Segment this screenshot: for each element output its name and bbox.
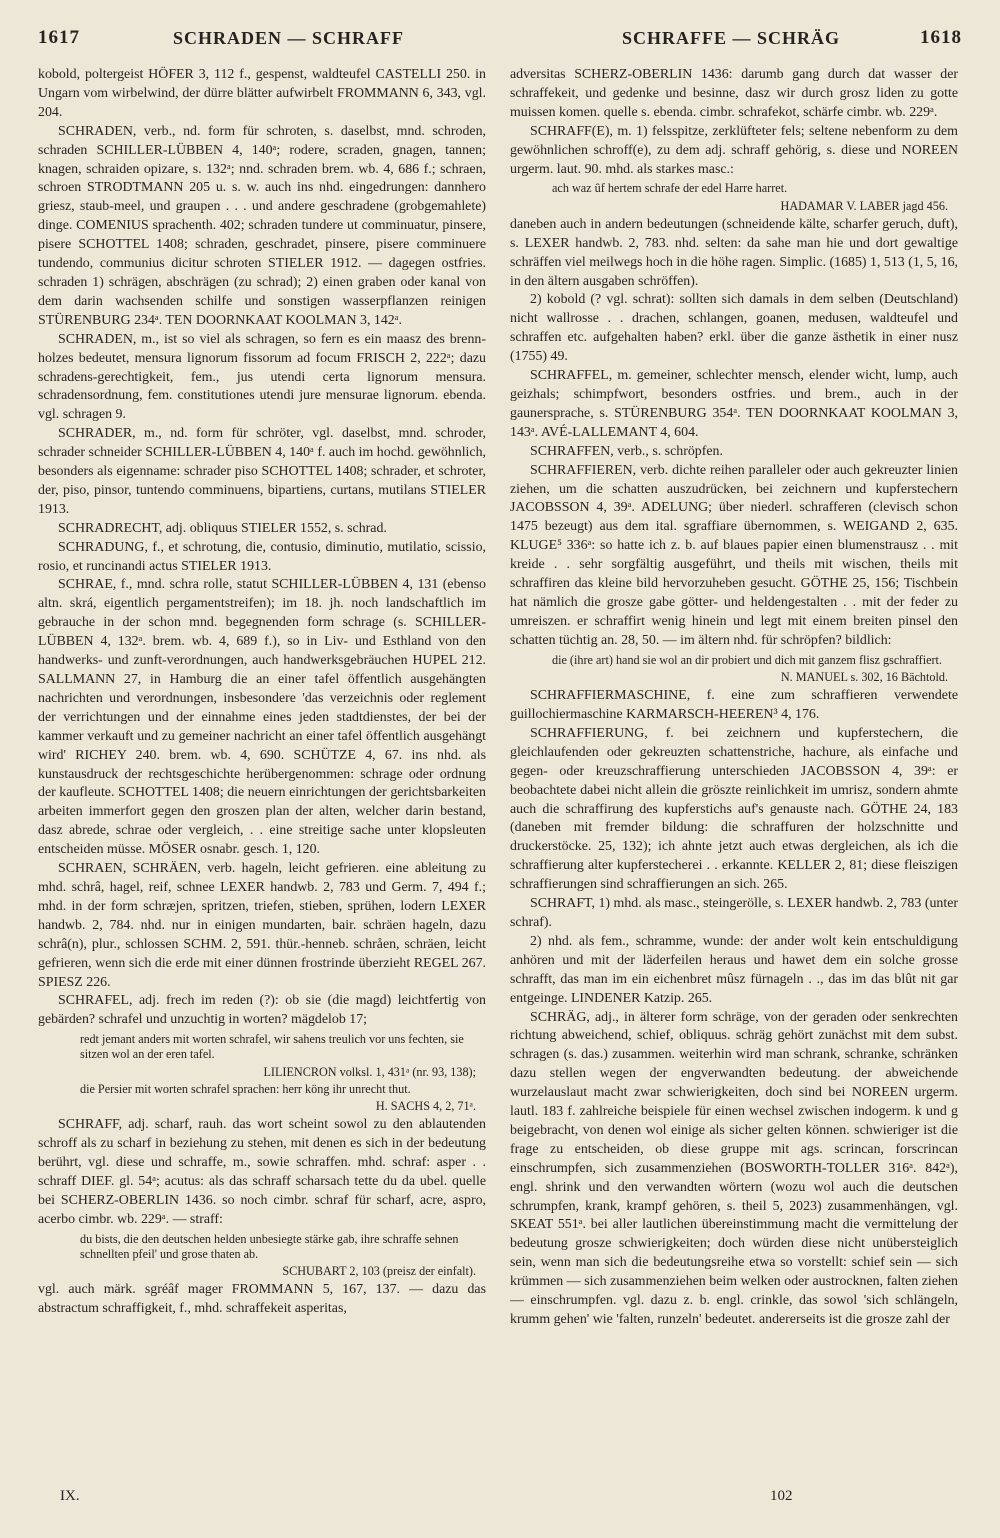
quote-source: SCHUBART 2, 103 (preisz der einfalt).: [282, 1264, 476, 1279]
entry-continuation: vgl. auch märk. sgréâf mager FROMMANN 5, 167, 137. — dazu das abstractum schraffigkeit, f., mhd. schraffekeit asperitas,: [38, 1282, 486, 1317]
right-page-number: 1618: [920, 27, 962, 48]
dictionary-entry: SCHRAFFIERUNG, f. bei zeichnern und kupferstechern, die gleichlaufenden oder gekreuzten schattenstriche, hachure, als einfache und gegen- oder kreuzschraffierung unterschieden JACOBSSON 4, 39ᵃ: er beobachtete dabei nicht allein die gröszte reinlichkeit im umrisz, sondern ahmte auch die schraffirung des kupferstichs auf's genauste nach. GÖTHE 24, 183 (daneben mit fremder bildung: die schraffuren der holzschnitte und druckerstöcke. 25, 132); ich ahnte jetzt auch etwas dergleichen, als ich die schraffierung alter kupferstecherei . . erkannte. KELLER 2, 81; diese fleiszigen schraffierungen sind schraffierungen an sich. 265.: [510, 725, 958, 893]
dictionary-entry: SCHRAFFEL, m. gemeiner, schlechter mensch, elender wicht, lump, auch geizhals; schimpfwort, besonders ostfries. und brem., auch in der gaunersprache, s. STÜRENBURG 354ᵃ. TEN DOORNKAAT KOOLMAN 3, 143ᵃ. AVÉ-LALLEMANT 4, 604.: [510, 368, 958, 440]
entry-continuation: kobold, poltergeist HÖFER 3, 112 f., gespenst, waldteufel CASTELLI 250. in Ungarn vom wirbelwind, der dürre blätter aufwirbelt FROMMANN 6, 343, vgl. 204.: [38, 67, 486, 120]
left-page-number: 1617: [38, 27, 80, 48]
dictionary-entry: SCHRADEN, m., ist so viel als schragen, so fern es ein maasz des brenn-holzes bedeutet, mensura lignorum fissorum ad focum FRISCH 2, 222ᵃ; dazu schradens-gerechtigkeit, fem., jus utendi certa lignorum mensura. schradensordnung, fem. constitutiones utendi jure mensurae lignorum. ebenda. vgl. schragen 9.: [38, 331, 486, 423]
verse-quote: ach waz ûf hertem schrafe der edel Harre harret.: [552, 181, 788, 196]
right-running-title: SCHRAFFE — SCHRÄG: [622, 28, 841, 48]
dictionary-entry: SCHRAFFEN, verb., s. schröpfen.: [530, 443, 723, 459]
volume-signature: IX.: [60, 1488, 80, 1504]
verse-quote: du bists, die den deutschen helden unbesiegte stärke gab, ihre schraffe sehnen schnellten pfeil' und grose thaten ab.: [80, 1231, 459, 1261]
dictionary-entry: SCHRADEN, verb., nd. form für schroten, s. daselbst, mnd. schroden, schraden SCHILLER-LÜBBEN 4, 140ᵃ; rodere, scraden, gnagen, tannen; knagen, schraiden opizare, s. 132ᵃ; nnd. schraden brem. wb. 4, 686 f.; schraen, schroen STRODTMANN 205 u. s. w. auch ins nhd. eingedrungen: dannhero griesz, staub-meel, und graupen . . . und andere geschradene (grobgemahlete) dinge. COMENIUS sprachenth. 402; schraden tundere ut comminuatur, pinsere, pisere SCHOTTEL 1408; schraden, geschradet, pinsere, pisere comminuere tundendo, communius dicitur schroten STIELER 1912. — dagegen ostfries. schraden 1) schrägen, abschrägen (zu schrad); 2) einen graben oder kanal von dem darin wachsenden schilfe und sonstigen wasserpflanzen reinigen STÜRENBURG 234ᵃ. TEN DOORNKAAT KOOLMAN 3, 142ᵃ.: [38, 123, 486, 328]
dictionary-entry: 2) nhd. als fem., schramme, wunde: der ander wolt kein entschuldigung anhören und mit der läderfeilen heraus und hawet dem ein solche grosse schrafft, das man im ein eichenbret mûsz fürnageln . ., das im das blût nit gar entgeinge. LINDENER Katzip. 265.: [510, 933, 958, 1006]
dictionary-entry: SCHRADUNG, f., et schrotung, die, contusio, diminutio, mutilatio, scissio, rosio, et runcinandi actus STIELER 1913.: [38, 539, 486, 574]
quote-source: HADAMAR V. LABER jagd 456.: [780, 198, 948, 213]
dictionary-entry: SCHRADRECHT, adj. obliquus STIELER 1552, s. schrad.: [58, 520, 387, 536]
dictionary-entry: SCHRAFF(E), m. 1) felsspitze, zerklüfteter fels; seltene nebenform zu dem gewöhnlichen schroff(e), zu dem adj. schraff gehörig, s. diese und NOREEN urgerm. laut. 90. mhd. als starkes masc.:: [510, 123, 958, 177]
right-column: [510, 66, 958, 1446]
dictionary-entry: SCHRAFEL, adj. frech im reden (?): ob sie (die magd) leichtfertig von gebärden? schrafel und unzuchtig in worten? mägdelob 17;: [38, 993, 486, 1028]
quote-source: H. SACHS 4, 2, 71ᵃ.: [375, 1099, 476, 1114]
dictionary-entry: SCHRAFFIEREN, verb. dichte reihen paralleler oder auch gekreuzter linien ziehen, um die schatten auszudrücken, bei zeichnern und kupferstechern JACOBSSON 4, 39ᵃ. ADELUNG; über niederl. schrafferen (clevisch schon 1475 bezeugt) aus dem ital. sgraffiare übernommen, s. WEIGAND 2, 635. KLUGE⁵ 336ᵃ: so hatte ich z. b. auf blaues papier einen blumenstrausz . . mit kreide . . sehr sorgfältig ausgeführt, und theils mit wischen, theils mit schraffiren das kleine bild hervorzuheben gesucht. GÖTHE 25, 156; Tischbein hat nämlich die grosze gabe götter- und heldengestalten . . mit der feder zu umreiszen. er schraffirt wenig hinein und legt mit einem breiten pinsel den schatten tüchtig an. 28, 50. — im ältern nhd. für schröpfen? bildlich:: [510, 462, 958, 648]
verse-quote: die (ihre art) hand sie wol an dir probiert und dich mit ganzem flisz gschraffiert.: [552, 652, 942, 667]
verse-quote: die Persier mit worten schrafel sprachen: herr köng ihr unrecht thut.: [80, 1081, 411, 1096]
left-column: [38, 66, 486, 1466]
dictionary-entry: SCHRAE, f., mnd. schra rolle, statut SCHILLER-LÜBBEN 4, 131 (ebenso altn. skrá, eigentlich pergamentstreifen); im 18. jh. noch landschaftlich im gebrauche in der schon mnd. begegnenden form schrage (s. SCHILLER-LÜBBEN 4, 132ᵃ. brem. wb. 4, 689 f.), so in Liv- und Esthland von den handwerks- und zunft-verordnungen, auch handwerksgebräuchen HUPEL 212. SALLMANN 27, in Hamburg die an einer tafel öffentlich ausgehängten nachrichten und verordnungen, insbesondere 'das verzeichnis oder reglement der verrichtungen und der einnahme eines jeden stadtdienstes, der bei der kammer verkauft und zu gemeiner nachricht an einer tafel öffentlich ausgehängt wird' RICHEY 240. brem. wb. 4, 690. SCHÜTZE 4, 67. ins nhd. als kunstausdruck der rechtsgeschichte herübergenommen: schrage oder ordnung der kaufleute. SCHOTTEL 1408; die neuern einrichtungen der gerichtsbarkeiten arbeiten immerfort gegen den groszen plan der alten, welcher darin bestand, dasz abrede, schrae oder vergleich, . . eine streitige sache unter klopsleuten entscheiden müsse. MÖSER osnabr. gesch. 1, 120.: [38, 577, 486, 858]
left-running-title: SCHRADEN — SCHRAFF: [173, 28, 405, 48]
sheet-number: 102: [770, 1488, 793, 1504]
dictionary-entry: SCHRAFT, 1) mhd. als masc., steingerölle, s. LEXER handwb. 2, 783 (unter schraf).: [510, 896, 958, 930]
entry-continuation: adversitas SCHERZ-OBERLIN 1436: darumb gang durch dat wasser der schraffekeit, und gedenke und besinne, dasz wir durch grosz liden zu gotte muissen komen. quelle s. ebenda. cimbr. schrafekot, schärfe cimbr. wb. 229ᵃ.: [510, 67, 958, 120]
dictionary-entry: SCHRAFF, adj. scharf, rauh. das wort scheint sowol zu den ablautenden schroff als zu scharf in beziehung zu stehen, mit denen es sich in der bedeutung berührt, vgl. diese und schraffe, m., sowie schraffen. mhd. schraf: asper . . schraff DIEF. gl. 54ᵃ; acutus: als das schraff scharsach tette du da ubel. quelle bei SCHERZ-OBERLIN 1436. so noch cimbr. schraf für scharf, acre, aspro, acerbo cimbr. wb. 229ᵃ. — straff:: [38, 1117, 486, 1227]
dictionary-entry: SCHRADER, m., nd. form für schröter, vgl. daselbst, mnd. schroder, schrader schneider SCHILLER-LÜBBEN 4, 140ᵃ f. auch im hochd. gewöhnlich, besonders als eigenname: schrader piso SCHOTTEL 1408; schrader, et schroter, der, piso, pinsor, tuntendo comminuens, bipartiens, curtans, mutilans STIELER 1913.: [38, 426, 486, 517]
dictionary-entry: SCHRAEN, SCHRÄEN, verb. hageln, leicht gefrieren. eine ableitung zu mhd. schrâ, hagel, reif, schnee LEXER handwb. 2, 783 und Germ. 7, 494 f.; mhd. in der form schræjen, spritzen, triefen, stieben, sprühen, lodern LEXER handwb. 2, 784. nhd. nur in einigen mundarten, bair. schräen hageln, dazu schrâ(n), plur., schlossen SCHM. 2, 591. thür.-henneb. schråen, schräen, leicht gefrieren, wenn sich die erde mit einer dünnen frostrinde überzieht REGEL 267. SPIESZ 226.: [38, 861, 486, 990]
dictionary-entry: 2) kobold (? vgl. schrat): sollten sich damals in dem selben (Deutschland) nicht wallrosse . . drachen, schlangen, goanen, medusen, waldteufel und schraffen etc. aufgehalten haben? erkl. über die ganze ästhetik in einer nusz (1755) 49.: [510, 292, 958, 365]
quote-source: N. MANUEL s. 302, 16 Bächtold.: [780, 669, 948, 684]
right-page-header: [512, 18, 962, 58]
entry-continuation: daneben auch in andern bedeutungen (schneidende kälte, scharfer geruch, duft), s. LEXER handwb. 2, 783. nhd. selten: da sahe man hie und dort gewaltige schräffen viel meilwegs hoch in die höhe ragen. Simplic. (1685) 1, 513 (1, 5, 16, in den ältern ausgaben schröffen).: [510, 216, 958, 289]
left-page-header: [38, 18, 488, 58]
dictionary-entry: SCHRÄG, adj., in älterer form schräge, von der geraden oder senkrechten richtung abweichend, schief, obliquus. schräg gehört zunächst mit dem subst. schragen (s. das.) zusammen. weiterhin wird man schrank, schranke, schränken dazu stellen wegen der engverwandten bedeutung. der abweichende wurzelauslaut macht zwar schwierigkeiten, doch sind bei NOREEN urgerm. lautl. 183 f. zahlreiche beispiele für einen wechsel zwischen indogerm. k und g beigebracht, von denen wol einige als sicher gelten können. schwieriger ist die frage zu entscheiden, ob diese gruppe mit ags. scrincan, forscrincan einschrumpfen, sich zusammenziehen (BOSWORTH-TOLLER 316ᵃ. 842ᵃ), engl. shrink und den verwandten wörtern (wozu wol auch die deutschen schrumpfen, krank, krampf gehören, s. theil 5, 2023) zusammenhängen, vgl. SKEAT 551ᵃ. bei aller lautlichen übereinstimmung macht die vermittelung der bedeutung grosze schwierigkeiten; doch würden diese nicht unübersteiglich sein, wenn man sich die bedeutungsreihe etwa so vorstellt: schief sein — sich krümmen — sich zusammenziehen beim welken oder austrocknen, falten ziehen — einschrumpfen. vgl. dazu z. b. engl. crinkle, das sowol 'sich schlängeln, krumm gehen' wie 'falten, runzeln' bedeutet. andererseits ist die grosze zahl der: [510, 1009, 958, 1327]
verse-quote: redt jemant anders mit worten schrafel, wir sahens treulich vor uns fechten, sie sitzen wol an der eren tafel.: [80, 1032, 464, 1062]
dictionary-entry: SCHRAFFIERMASCHINE, f. eine zum schraffieren verwendete guillochiermaschine KARMARSCH-HEEREN³ 4, 176.: [510, 688, 958, 722]
quote-source: LILIENCRON volksl. 1, 431ᵃ (nr. 93, 138);: [263, 1064, 476, 1079]
